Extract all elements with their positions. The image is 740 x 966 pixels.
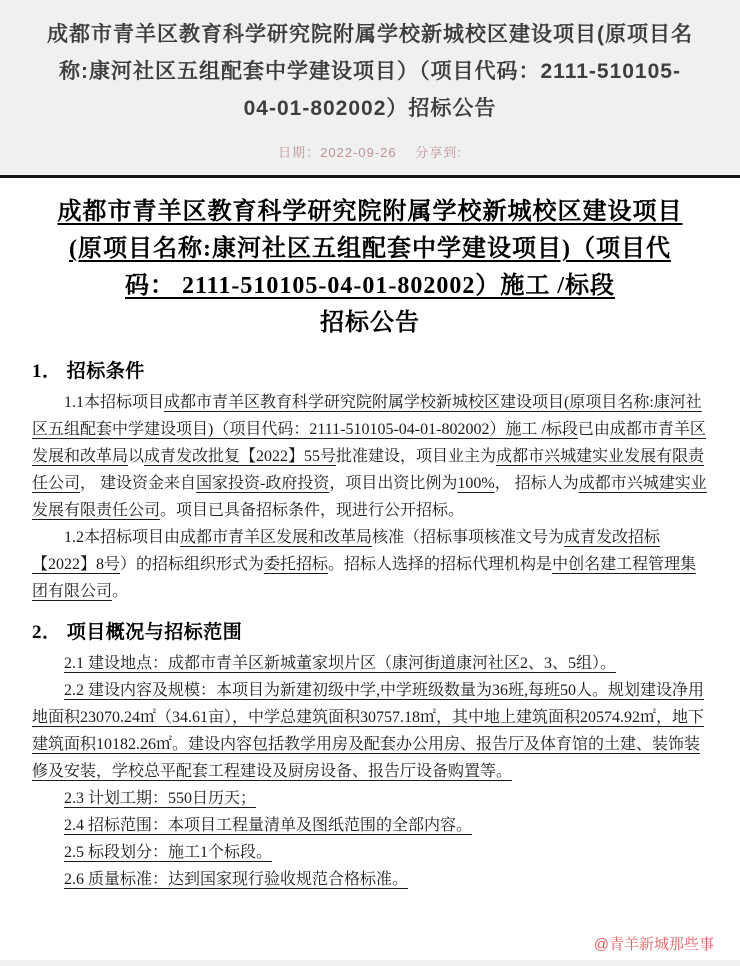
page-title-line-2: 称:康河社区五组配套中学建设项目）（项目代码：2111-510105- (59, 60, 681, 83)
page-header (0, 0, 740, 175)
page-title-line-1: 成都市青羊区教育科学研究院附属学校新城校区建设项目(原项目名 (47, 23, 693, 46)
meta-row (26, 142, 714, 175)
watermark: @青羊新城那些事 (593, 936, 714, 953)
document-title-line-4: 招标公告 (320, 310, 420, 336)
share-link[interactable]: 分享到: (415, 145, 462, 160)
paragraph-1-1: 1.1本招标项目成都市青羊区教育科学研究院附属学校新城校区建设项目(原项目名称:康河社区五组配套中学建设项目)（项目代码：2111-510105-04-01-802002）施工 /标段已由成都市青羊区发展和改革局以成青发改批复【2022】55号批准建设，项目业主为成都市兴城建实业发展有限责任公司， 建设资金来自国家投资-政府投资，项目出资比例为100%， 招标人为成都市兴城建实业发展有限责任公司。项目已具备招标条件，现进行公开招标。 (32, 394, 707, 519)
page-title (26, 16, 714, 127)
section-2-heading: 2． 项目概况与招标范围 (32, 622, 243, 643)
date-label: 日期：2022-09-26 (278, 145, 397, 160)
paragraph-2-5: 2.5 标段划分：施工1个标段。 (64, 844, 273, 861)
document-title-line-3: 码： 2111-510105-04-01-802002）施工 /标段 (125, 273, 615, 299)
paragraph-2-6: 2.6 质量标准：达到国家现行验收规范合格标准。 (64, 871, 409, 888)
paragraph-2-1: 2.1 建设地点：成都市青羊区新城董家坝片区（康河街道康河社区2、3、5组）。 (64, 655, 617, 672)
paragraph-1-2: 1.2本招标项目由成都市青羊区发展和改革局核准（招标事项核准文号为成青发改招标【2022】8号）的招标组织形式为委托招标。招标人选择的招标代理机构是中创名建工程管理集团有限公司。 (32, 529, 697, 600)
section-1-heading: 1． 招标条件 (32, 361, 145, 382)
paragraph-2-3: 2.3 计划工期：550日历天； (64, 790, 257, 807)
paragraph-2-4: 2.4 招标范围：本项目工程量清单及图纸范围的全部内容。 (64, 817, 473, 834)
document-title-line-1: 成都市青羊区教育科学研究院附属学校新城校区建设项目 (57, 199, 683, 225)
document-title (32, 194, 708, 342)
document-body (0, 178, 740, 960)
page-title-line-3: 04-01-802002）招标公告 (243, 97, 497, 120)
paragraph-2-2: 2.2 建设内容及规模：本项目为新建初级中学,中学班级数量为36班,每班50人。规划建设净用地面积23070.24㎡（34.61亩），中学总建筑面积30757.18㎡，其中地上建筑面积20574.92㎡，地下建筑面积10182.26㎡。建设内容包括教学用房及配套办公用房、报告厅及体育馆的土建、装饰装修及安装，学校总平配套工程建设及厨房设备、报告厅设备购置等。 (32, 682, 705, 780)
document-title-line-2: (原项目名称:康河社区五组配套中学建设项目)（项目代 (69, 236, 671, 262)
